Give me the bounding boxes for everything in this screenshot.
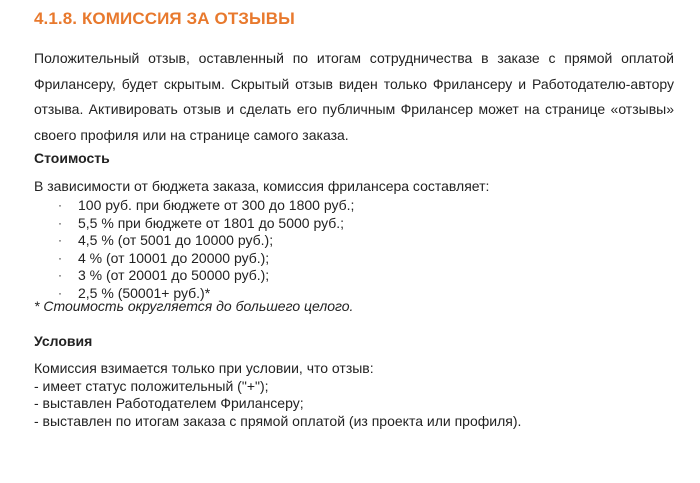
- cost-list: [58, 197, 354, 302]
- list-item: [58, 215, 354, 233]
- list-item-text: 5,5 % при бюджете от 1801 до 5000 руб.;: [78, 214, 345, 231]
- list-item-text: 2,5 % (50001+ руб.)*: [78, 284, 211, 301]
- list-item: [58, 267, 354, 285]
- conditions-list: [34, 360, 521, 430]
- conditions-line: Комиссия взимается только при условии, что отзыв:: [34, 360, 374, 376]
- bullet-icon: ·: [58, 198, 62, 212]
- list-item-text: 100 руб. при бюджете от 300 до 1800 руб.;: [78, 197, 355, 213]
- list-item: [58, 197, 354, 215]
- cost-subheading: Стоимость: [34, 150, 110, 166]
- conditions-line: - выставлен Работодателем Фрилансеру;: [34, 395, 304, 411]
- bullet-icon: ·: [58, 215, 62, 230]
- intro-paragraph: Положительный отзыв, оставленный по итогам сотрудничества в заказе с прямой оплатой Фрилансеру, будет скрытым. Скрытый отзыв виден только Фрилансеру и Работодателю-автору отзыва. Активировать отзыв и сделать его публичным Фрилансер может на странице «отзывы» своего профиля или на странице самого заказа.: [34, 50, 674, 143]
- list-item: [58, 250, 354, 268]
- bullet-icon: ·: [58, 250, 62, 265]
- bullet-icon: ·: [58, 268, 62, 282]
- list-item-text: 3 % (от 20001 до 50000 руб.);: [78, 267, 270, 283]
- list-item-text: 4 % (от 10001 до 20000 руб.);: [78, 249, 270, 266]
- rounding-note: * Стоимость округляется до большего целого.: [34, 298, 354, 314]
- cost-intro: В зависимости от бюджета заказа, комиссия фрилансера составляет:: [34, 178, 490, 194]
- conditions-subheading: Условия: [34, 333, 93, 349]
- bullet-icon: ·: [58, 285, 62, 300]
- conditions-line: - выставлен по итогам заказа с прямой оплатой (из проекта или профиля).: [34, 412, 522, 429]
- section-heading: 4.1.8. КОМИССИЯ ЗА ОТЗЫВЫ: [34, 9, 295, 28]
- list-item-text: 4,5 % (от 5001 до 10000 руб.);: [78, 232, 274, 248]
- bullet-icon: ·: [58, 233, 62, 247]
- list-item: [58, 232, 354, 250]
- conditions-line: - имеет статус положительный ("+");: [34, 377, 269, 394]
